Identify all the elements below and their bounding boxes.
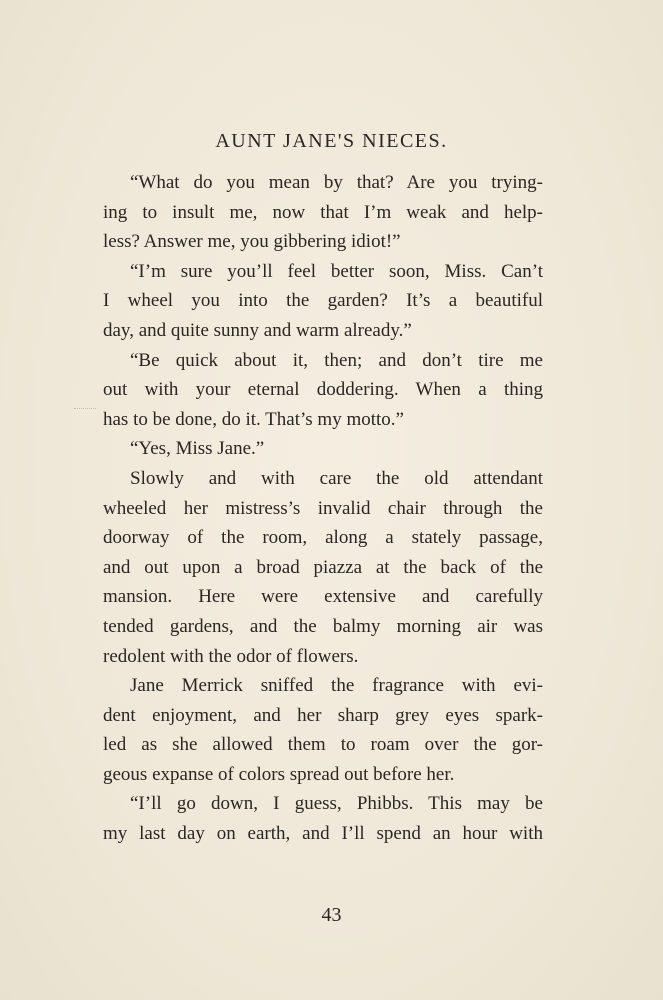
text-line: and out upon a broad piazza at the back of the [103,556,543,578]
text-line: dent enjoyment, and her sharp grey eyes spark- [103,704,543,726]
text-line: wheeled her mistress’s invalid chair through the [103,497,543,519]
text-line: “What do you mean by that? Are you trying- [130,172,543,193]
paper-blemish [74,408,96,412]
text-line: tended gardens, and the balmy morning air was [103,615,543,637]
text-line: geous expanse of colors spread out before her. [103,763,455,785]
page-number: 43 [321,904,342,926]
text-line: “I’ll go down, I guess, Phibbs. This may be [130,793,543,815]
text-line: Jane Merrick sniffed the fragrance with evi- [130,675,543,697]
text-line: “I’m sure you’ll feel better soon, Miss. Can’t [130,260,543,282]
text-line: my last day on earth, and I’ll spend an hour with [103,823,543,845]
text-line: Slowly and with care the old attendant [130,467,543,489]
text-line: mansion. Here were extensive and carefully [103,586,543,608]
text-line: doorway of the room, along a stately passage, [103,527,543,549]
text-line: redolent with the odor of flowers. [103,645,359,667]
text-line: I wheel you into the garden? It’s a beautiful [103,290,543,312]
text-line: led as she allowed them to roam over the gor- [103,734,543,756]
text-line: “Be quick about it, then; and don’t tire me [130,349,543,371]
text-line: out with your eternal doddering. When a thing [103,379,543,401]
text-line: day, and quite sunny and warm already.” [103,319,412,341]
text-line: ing to insult me, now that I’m weak and help- [103,201,543,223]
running-head: AUNT JANE'S NIECES. [215,130,448,152]
body-text [103,168,543,849]
text-line: “Yes, Miss Jane.” [130,438,265,460]
text-line: less? Answer me, you gibbering idiot!” [103,231,401,253]
text-line: has to be done, do it. That’s my motto.” [103,408,404,430]
